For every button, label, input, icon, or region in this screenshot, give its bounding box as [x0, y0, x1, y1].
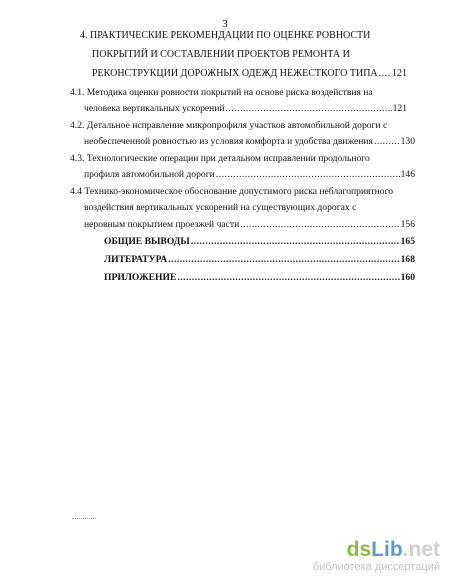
- toc-entry-text: РЕКОНСТРУКЦИИ ДОРОЖНЫХ ОДЕЖД НЕЖЕСТКОГО ТИПА: [92, 68, 378, 79]
- page-number: 3: [222, 18, 228, 30]
- toc-page-number: 160: [400, 272, 415, 283]
- toc-entry-conclusions[interactable]: [104, 236, 415, 248]
- toc-entry-text: неровным покрытием проезжей части: [84, 219, 240, 230]
- toc-page-number: 165: [400, 236, 415, 247]
- dot-leader: [191, 236, 400, 248]
- toc-entry-text: ОБЩИЕ ВЫВОДЫ: [104, 236, 190, 247]
- watermark-logo: dsLib.net: [346, 538, 440, 561]
- toc-page-number: 121: [392, 68, 407, 79]
- dot-leader: [374, 136, 400, 148]
- dot-leader: [226, 103, 392, 115]
- toc-entry-4-4-line2: воздействия вертикальных ускорений на существующих дорогах с: [84, 202, 357, 213]
- toc-entry-4-2-line2[interactable]: [84, 136, 415, 148]
- toc-section-4-line3[interactable]: [92, 68, 407, 80]
- toc-entry-4-2-line1: 4.2. Детальное исправление микропрофиля участков автомобильной дороги с: [70, 120, 388, 131]
- toc-page-number: 156: [400, 219, 415, 230]
- toc-section-4-line1: 4. ПРАКТИЧЕСКИЕ РЕКОМЕНДАЦИИ ПО ОЦЕНКЕ РОВНОСТИ: [80, 30, 371, 41]
- toc-section-4-line2: ПОКРЫТИЙ И СОСТАВЛЕНИИ ПРОЕКТОВ РЕМОНТА И: [92, 49, 350, 60]
- toc-page-number: 146: [400, 169, 415, 180]
- toc-entry-text: необеспеченной ровностью из условия комфорта и удобства движения: [84, 136, 373, 147]
- dot-leader: [168, 254, 399, 266]
- toc-page-number: 130: [400, 136, 415, 147]
- toc-page-number: 168: [400, 254, 415, 265]
- toc-entry-text: ЛИТЕРАТУРА: [104, 254, 168, 265]
- watermark-subtitle: библиотека диссертаций: [312, 561, 440, 573]
- toc-entry-4-1-line2[interactable]: [84, 103, 407, 115]
- toc-entry-4-3-line2[interactable]: [84, 169, 415, 181]
- dot-leader: [240, 219, 399, 231]
- toc-entry-4-1-line1: 4.1. Методика оценки ровности покрытий на основе риска воздействия на: [70, 87, 373, 98]
- dot-leader: [216, 169, 400, 181]
- toc-entry-text: человека вертикальных ускорений: [84, 103, 225, 114]
- toc-entry-4-3-line1: 4.3. Технологические операции при детальном исправлении продольного: [70, 153, 370, 164]
- watermark: [313, 539, 440, 573]
- toc-entry-4-4-line3[interactable]: [84, 219, 415, 231]
- toc-entry-text: профиля автомобильной дороги: [84, 169, 215, 180]
- dot-leader: [379, 68, 391, 80]
- dot-leader: [177, 272, 399, 284]
- toc-entry-literature[interactable]: [104, 254, 415, 266]
- toc-entry-text: ПРИЛОЖЕНИЕ: [104, 272, 177, 283]
- toc-entry-appendix[interactable]: [104, 272, 415, 284]
- toc-page-number: 121: [392, 103, 407, 114]
- scan-artifact: [72, 518, 96, 523]
- toc-entry-4-4-line1: 4.4 Технико-экономическое обоснование допустимого риска неблагоприятного: [70, 186, 394, 197]
